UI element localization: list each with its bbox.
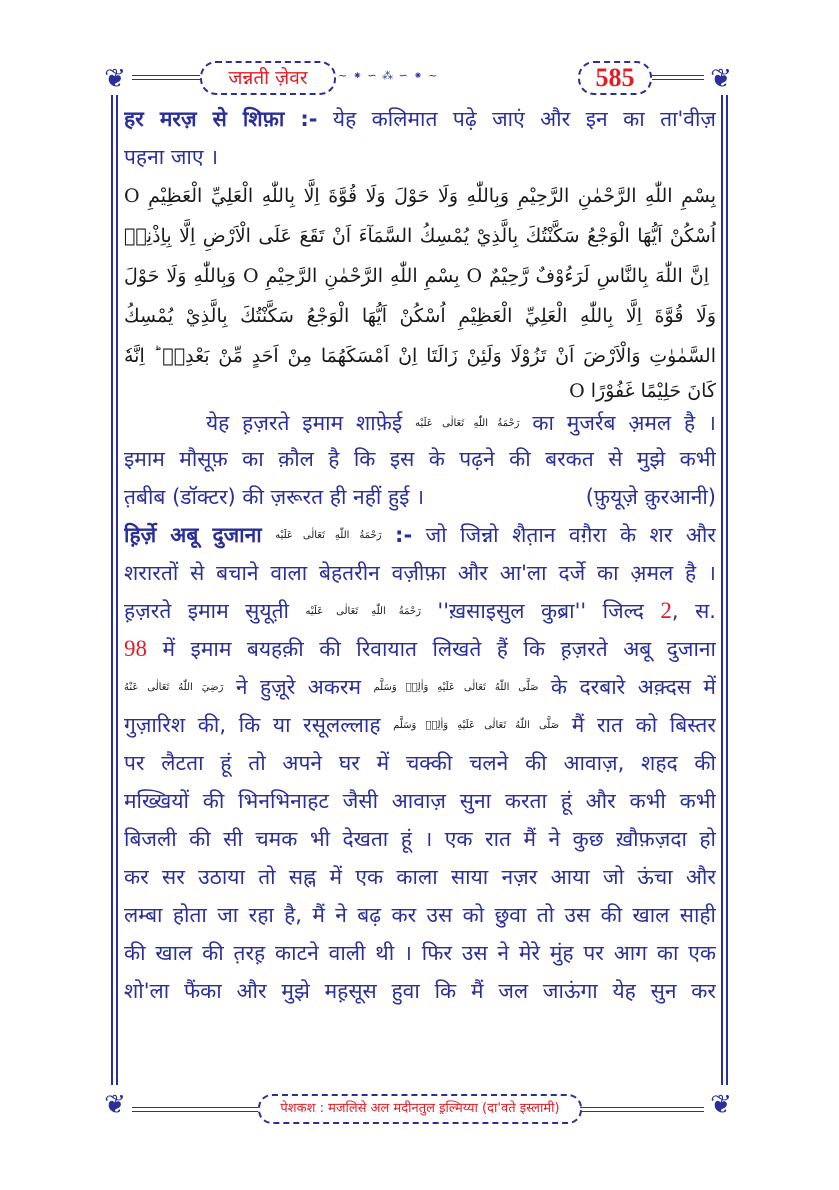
- text-span: येह ह़ज़रते इमाम शाफ़ेई: [206, 411, 403, 435]
- text-line: [124, 706, 716, 744]
- text-span: ''ख़साइसुल कुब्रा'' जिल्द: [437, 599, 644, 623]
- text-span: ह़ज़रते इमाम सुयूत़ी: [124, 599, 289, 623]
- text-span: मैं रात को बिस्तर: [571, 713, 716, 737]
- footer-rule-right: [580, 1107, 704, 1112]
- text-line: शो'ला फैंका और मुझे मह़सूस हुवा कि मैं जल जाऊंगा येह सुन कर: [124, 979, 716, 1003]
- text-line: पर लैटता हूं तो अपने घर में चक्की चलने की आवाज़, शहद की: [124, 751, 716, 775]
- text-line: लम्बा होता जा रहा है, मैं ने बढ़ कर उस को छुवा तो उस की खाल साही: [124, 903, 716, 927]
- arabic-line: السَّمٰوٰتِ وَالْاَرْضَ اَنْ تَزُوْلَا وَلَئِنْ زَالَتَا اِنْ اَمْسَكَهُمَا مِنْ اَحَدٍ مِّنْ بَعْدِهٖ ؕ اِنَّهٗ: [124, 345, 716, 367]
- arabic-line: ؕ اِنَّ اللّٰهَ بِالنَّاسِ لَرَءُوْفٌ رَّحِيْمٌ O بِسْمِ اللّٰهِ الرَّحْمٰنِ الرَّحِيْمِ O وَبِاللّٰهِ وَلَا حَوْلَ: [124, 265, 716, 287]
- text-line: पहना जाए ।: [124, 145, 219, 169]
- text-line: की खाल की त़रह़ काटने वाली थी । फिर उस ने मेरे मुंह पर आग का एक: [124, 941, 716, 965]
- section-heading: ह़िर्ज़े अबू दुजाना: [124, 523, 262, 547]
- honorific: رَضِيَ اللّٰهُ تَعَالٰى عَنْهُ: [124, 682, 224, 693]
- text-line: [124, 516, 716, 554]
- honorific: رَحْمَةُ اللّٰهِ تَعَالٰى عَلَيْه: [415, 418, 520, 429]
- honorific: صَلَّى اللّٰهُ تَعَالٰى عَلَيْهِ وَاٰلِهٖ وَسَلَّم: [393, 720, 560, 731]
- volume-number: 2: [660, 598, 672, 623]
- header-rule-right: [650, 75, 704, 80]
- arabic-line: كَانَ حَلِيْمًا غَفُوْرًا O: [569, 380, 716, 402]
- corner-ornament-icon: ❦: [104, 1090, 126, 1120]
- page-border-left: [111, 95, 118, 1085]
- heading-separator: :-: [395, 523, 413, 547]
- arabic-line: اُسْكُنْ اَيُّهَا الْوَجْعُ سَكَّنْتُكَ بِالَّذِيْ يُمْسِكُ السَّمَآءَ اَنْ تَقَعَ عَلَى الْاَرْضِ اِلَّا بِاِذْنِهٖ: [124, 225, 716, 247]
- page-border-right: [721, 95, 728, 1085]
- section-heading: हर मरज़ से शिफ़ा :-: [124, 107, 318, 131]
- text-span: त़बीब (डॉक्टर) की ज़रूरत ही नहीं हुई ।: [124, 485, 425, 509]
- text-span: ने हुज़ूरे अकरम: [235, 675, 362, 699]
- text-span: जो जिन्नो शैत़ान वग़ैरा के शर और: [425, 523, 716, 547]
- page-content: [124, 100, 716, 1010]
- text-span: , स.: [671, 599, 716, 623]
- text-line: [124, 592, 716, 630]
- corner-ornament-icon: ❦: [710, 64, 732, 94]
- arabic-line: بِسْمِ اللّٰهِ الرَّحْمٰنِ الرَّحِيْمِ وَبِاللّٰهِ وَلَا حَوْلَ وَلَا قُوَّةَ اِلَّا بِاللّٰهِ الْعَلِيِّ الْعَظِيْمِ O: [124, 185, 716, 207]
- page-header: [98, 58, 738, 98]
- text-line: शरारतों से बचाने वाला बेहतरीन वज़ीफ़ा और आ'ला दर्जे का अ़मल है ।: [124, 561, 716, 585]
- header-rule-left: [132, 75, 202, 80]
- arabic-line: وَلَا قُوَّةَ اِلَّا بِاللّٰهِ الْعَلِيِّ الْعَظِيْمِ اُسْكُنْ اَيُّهَا الْوَجْعُ سَكَّنْتُكَ بِالَّذِيْ يُمْسِكُ: [124, 305, 716, 327]
- text-line: मख्खियों की भिनभिनाहट जैसी आवाज़ सुना करता हूं और कभी कभी: [124, 789, 716, 813]
- page-number: 585: [578, 61, 652, 95]
- text-span: गुज़ारिश की, कि या रसूलल्लाह: [124, 713, 381, 737]
- text-span: में इमाम बयहक़ी की रिवायात लिखते हैं कि ह़ज़रते अबू दुजाना: [162, 637, 716, 661]
- text-line: बिजली की सी चमक भी देखता हूं । एक रात मैं ने कुछ ख़ौफ़ज़दा हो: [124, 827, 716, 851]
- text-span: के दरबारे अक़्दस में: [550, 675, 716, 699]
- text-span: का मुजर्रब अ़मल है ।: [532, 411, 716, 435]
- header-ornament: ~ ⁕ ∽ ⁂ ∽ ⁕ ~: [338, 69, 439, 82]
- text-line: [124, 100, 716, 138]
- page-footer: [98, 1090, 738, 1130]
- text-line: इमाम मौसूफ़ का क़ौल है कि इस के पढ़ने की बरकत से मुझे कभी: [124, 447, 716, 471]
- text-span: येह कलिमात पढ़े जाएं और इन का ता'वीज़: [332, 107, 716, 131]
- publisher-credit: पेशकश : मजलिसे अल मदीनतुल इ़ल्मिय्या (दा'वते इस्लामी): [258, 1094, 582, 1124]
- honorific: رَحْمَةُ اللّٰهِ تَعَالٰى عَلَيْه: [305, 606, 421, 617]
- text-line: [124, 630, 716, 668]
- honorific: صَلَّى اللّٰهُ تَعَالٰى عَلَيْهِ وَاٰلِهٖ وَسَلَّم: [373, 682, 539, 693]
- corner-ornament-icon: ❦: [710, 1090, 732, 1120]
- honorific: رَحْمَةُ اللّٰهِ تَعَالٰى عَلَيْه: [275, 530, 382, 541]
- corner-ornament-icon: ❦: [104, 64, 126, 94]
- footer-rule-left: [132, 1107, 260, 1112]
- text-line: [124, 406, 716, 440]
- text-line: कर सर उठाया तो सह्न में एक काला साया नज़र आया जो ऊंचा और: [124, 865, 716, 889]
- text-line: [124, 668, 716, 706]
- page-reference: 98: [124, 636, 147, 661]
- text-line: [124, 478, 716, 516]
- reference-citation: (फ़ुयूज़े क़ुरआनी): [585, 485, 716, 509]
- book-title: जन्नती ज़ेवर: [200, 61, 336, 95]
